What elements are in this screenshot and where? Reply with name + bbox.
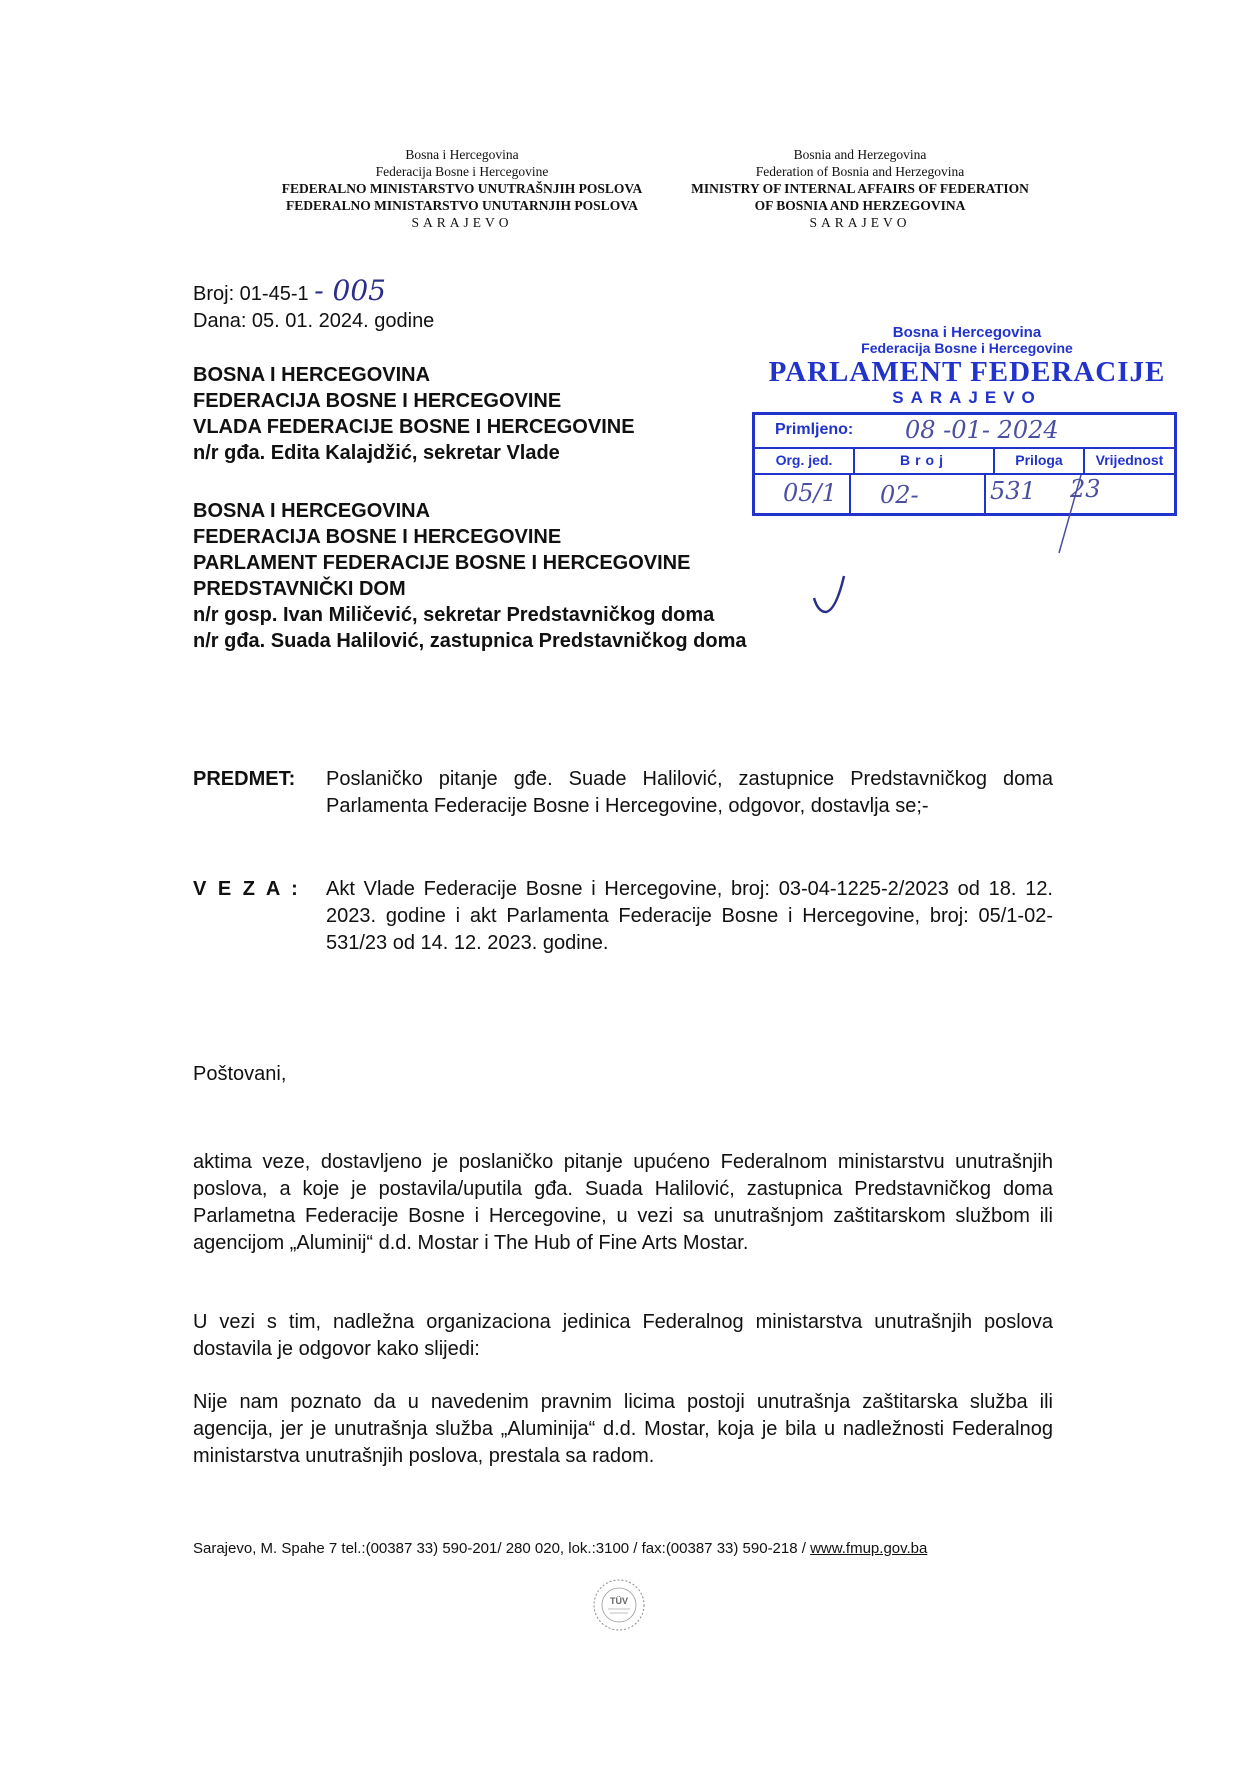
stamp-hand-priloga: 531 bbox=[990, 477, 1036, 505]
stamp-hand-broj: 02- bbox=[880, 481, 919, 509]
stamp-slash-icon bbox=[1055, 475, 1085, 555]
stamp-hand-vrijednost: 23 bbox=[1070, 475, 1101, 503]
recipient-line: VLADA FEDERACIJE BOSNE I HERCEGOVINE bbox=[193, 416, 635, 438]
greeting: Poštovani, bbox=[193, 1063, 287, 1085]
reference-date: Dana: 05. 01. 2024. godine bbox=[193, 310, 435, 332]
footer bbox=[193, 1540, 927, 1557]
stamp-received-label: Primljeno: bbox=[775, 421, 854, 438]
letterhead-ministry-en: MINISTRY OF INTERNAL AFFAIRS OF FEDERATION bbox=[691, 181, 1029, 196]
recipient-parliament bbox=[193, 498, 747, 654]
letterhead-right bbox=[640, 146, 1080, 231]
reference-number bbox=[193, 274, 386, 307]
stamp-grid bbox=[752, 412, 1177, 516]
stamp-col-priloga: Priloga bbox=[995, 447, 1085, 473]
stamp-col-broj: Broj bbox=[855, 447, 995, 473]
stamp-country: Bosna i Hercegovina bbox=[892, 324, 1042, 341]
recipient-line: BOSNA I HERCEGOVINA bbox=[193, 500, 431, 522]
checkmark-icon bbox=[810, 572, 850, 620]
letterhead-ministry-en-2: OF BOSNIA AND HERZEGOVINA bbox=[754, 198, 966, 213]
stamp-divider-icon bbox=[845, 475, 855, 515]
body-paragraph-3: Nije nam poznato da u navedenim pravnim licima postoji unutrašnja zaštitarska služba ili agencija, jer je unutrašnja služba „Aluminija“ d.d. Mostar, koja je bila u nadležnosti Federalnog ministarstva unutrašnjih poslova, prestala sa radom. bbox=[193, 1391, 1053, 1467]
certification-seal-icon bbox=[592, 1578, 646, 1632]
recipient-line: FEDERACIJA BOSNE I HERCEGOVINE bbox=[193, 390, 562, 412]
stamp-header-row bbox=[755, 447, 1174, 475]
stamp-col-vrijednost: Vrijednost bbox=[1095, 452, 1164, 468]
letterhead-ministry-alt: FEDERALNO MINISTARSTVO UNUTARNJIH POSLOVA bbox=[286, 198, 638, 213]
footer-website-link[interactable]: www.fmup.gov.ba bbox=[810, 1540, 928, 1557]
stamp-city: SARAJEVO bbox=[892, 388, 1042, 407]
body-paragraph-1: aktima veze, dostavljeno je poslaničko pitanje upućeno Federalnom ministarstvu unutrašnjih poslova, a koje je postavila/uputila gđa. Suada Halilović, zastupnica Predstavničkog doma Parlametna Federacije Bosne i Hercegovine, u vezi sa unutrašnjom zaštitarskom službom ili agencijom „Aluminij“ d.d. Mostar i The Hub of Fine Arts Mostar. bbox=[193, 1151, 1053, 1254]
received-stamp bbox=[752, 324, 1182, 544]
certification-logo-text: TÜV bbox=[610, 1596, 628, 1606]
recipient-line: BOSNA I HERCEGOVINA bbox=[193, 364, 431, 386]
footer-address: Sarajevo, M. Spahe 7 tel.:(00387 33) 590-201/ 280 020, lok.:3100 / fax:(00387 33) 590-218 / bbox=[193, 1540, 811, 1557]
letterhead-entity: Federacija Bosne i Hercegovine bbox=[375, 164, 549, 179]
reference-number-label: Broj: 01-45-1 bbox=[193, 283, 309, 305]
recipient-line: n/r gđa. Edita Kalajdžić, sekretar Vlade bbox=[193, 442, 560, 464]
stamp-institution: PARLAMENT FEDERACIJE bbox=[768, 356, 1166, 388]
stamp-entity: Federacija Bosne i Hercegovine bbox=[861, 340, 1073, 356]
letterhead-country: Bosna i Hercegovina bbox=[405, 147, 519, 162]
letterhead-country-en: Bosnia and Herzegovina bbox=[793, 147, 927, 162]
stamp-hand-org: 05/1 bbox=[783, 479, 837, 507]
letterhead-entity-en: Federation of Bosnia and Herzegovina bbox=[755, 164, 965, 179]
reference-number-handwritten: - 005 bbox=[314, 274, 386, 307]
body-paragraph-2: U vezi s tim, nadležna organizaciona jedinica Federalnog ministarstva unutrašnjih poslova dostavila je odgovor kako slijedi: bbox=[193, 1311, 1053, 1360]
stamp-value-row bbox=[755, 475, 1174, 515]
link-label: V E Z A : bbox=[193, 878, 301, 900]
link-text: Akt Vlade Federacije Bosne i Hercegovine, broj: 03-04-1225-2/2023 od 18. 12. 2023. godine i akt Parlamenta Federacije Bosne i Hercegovine, broj: 05/1-02-531/23 od 14. 12. 2023. godine. bbox=[326, 878, 1053, 954]
subject-label: PREDMET: bbox=[193, 768, 296, 790]
letterhead-left bbox=[242, 146, 682, 231]
letterhead-city: SARAJEVO bbox=[411, 215, 513, 230]
recipient-line: PREDSTAVNIČKI DOM bbox=[193, 578, 406, 600]
subject-text: Poslaničko pitanje gđe. Suade Halilović, zastupnice Predstavničkog doma Parlamenta Federacije Bosne i Hercegovine, odgovor, dostavlja se;- bbox=[326, 768, 1053, 817]
stamp-received-row bbox=[755, 415, 1174, 449]
stamp-col-org: Org. jed. bbox=[755, 447, 855, 473]
recipient-line: PARLAMENT FEDERACIJE BOSNE I HERCEGOVINE bbox=[193, 552, 691, 574]
recipient-line: n/r gosp. Ivan Miličević, sekretar Predstavničkog doma bbox=[193, 604, 715, 626]
letterhead-ministry: FEDERALNO MINISTARSTVO UNUTRAŠNJIH POSLOVA bbox=[281, 181, 643, 196]
recipient-line: FEDERACIJA BOSNE I HERCEGOVINE bbox=[193, 526, 562, 548]
stamp-received-date: 08 -01- 2024 bbox=[905, 416, 1059, 444]
recipient-line: n/r gđa. Suada Halilović, zastupnica Predstavničkog doma bbox=[193, 630, 747, 652]
recipient-government bbox=[193, 362, 635, 466]
letterhead-city-en: SARAJEVO bbox=[809, 215, 911, 230]
stamp-divider-icon bbox=[980, 475, 990, 515]
